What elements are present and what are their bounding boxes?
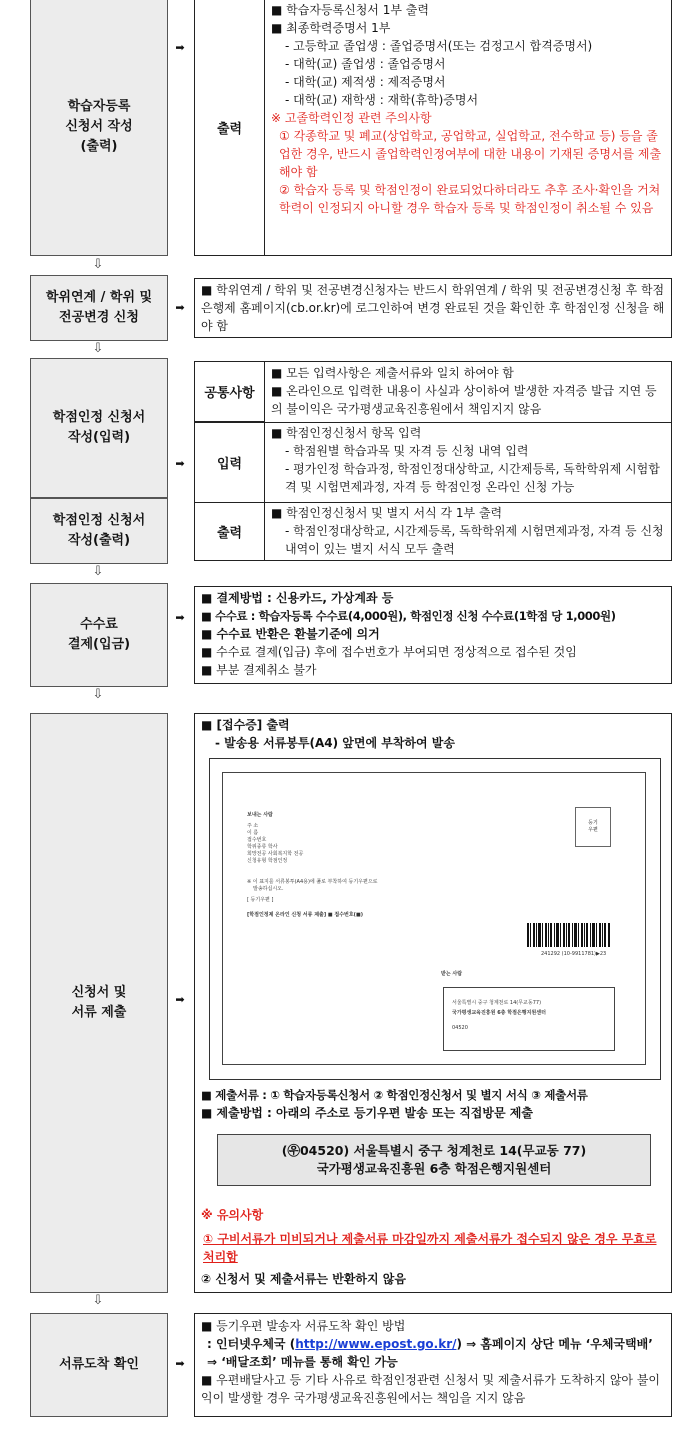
sec7-line2b: ) ⇒ 홈페이지 상단 메뉴 ‘우체국택배’ [456, 1337, 653, 1351]
envelope-note: [ 등기우편 ] [247, 897, 274, 903]
warning-title: ※ 유의사항 [201, 1208, 264, 1222]
sec5-line5: ■ 부분 결제취소 불가 [201, 663, 317, 677]
sec7-line4: ■ 우편배달사고 등 기타 사유로 학점인정관련 신청서 및 제출서류가 도착하지 않아 불이익이 발생할 경우 국가평생교육진흥원에서는 책임을 지지 않음 [201, 1373, 661, 1405]
down-arrow-icon: ⇩ [92, 1293, 104, 1308]
barcode-icon [527, 923, 611, 949]
down-arrow-icon: ⇩ [92, 564, 104, 579]
epost-link[interactable]: http://www.epost.go.kr/ [295, 1337, 457, 1351]
warning-2: ② 신청서 및 제출서류는 반환하지 않음 [201, 1272, 406, 1286]
address-line: 국가평생교육진흥원 6층 학점은행지원센터 [316, 1161, 552, 1176]
recipient-line: 04520 [452, 1025, 468, 1031]
sender-field: 접수번호 [247, 837, 267, 843]
right-arrow-icon: ➡ [175, 41, 185, 54]
sec1-caution-1: ① 각종학교 및 폐교(상업학교, 공업학교, 실업학교, 전수학교 등) 등을 졸업한 경우, 반드시 졸업학력인정여부에 대한 내용이 기재된 증명서를 제출해야 함 [279, 129, 662, 179]
sec3-input-3: - 평가인정 학습과정, 학점인정대상학교, 시간제등록, 독학학위제 시험합격 및 시험면제과정, 자격 등 학점인정 온라인 신청 가능 [285, 462, 660, 494]
recipient-line: 국가평생교육진흥원 6층 학점은행지원센터 [452, 1010, 546, 1016]
sec1-line3: - 고등학교 졸업생 : 졸업증명서(또는 검정고시 합격증명서) [285, 39, 593, 53]
sec3-box [194, 361, 672, 561]
address-box [217, 1134, 651, 1186]
sec3-common-2: ■ 온라인으로 입력한 내용이 사실과 상이하여 발생한 자격증 발급 지연 등의 불이익은 국가평생교육진흥원에서 책임지지 않음 [271, 384, 657, 416]
sec5-line2: ■ 수수료 : 학습자등록 수수료(4,000원), 학점인정 신청 수수료(1학점 당 1,000원) [201, 609, 616, 623]
sec6-submit-method: ■ 제출방법 : 아래의 주소로 등기우편 발송 또는 직접방문 제출 [201, 1106, 533, 1120]
sec3-print-1: ■ 학점인정신청서 및 별지 서식 각 1부 출력 [271, 506, 503, 520]
sender-field: 이 름 [247, 830, 259, 836]
sec3-input-label: 입력 [195, 423, 265, 502]
sec1-caution-2: ② 학습자 등록 및 학점인정이 완료되었다하더라도 추후 조사·확인을 거쳐 학력이 인정되지 아니할 경우 학습자 등록 및 학점인정이 취소될 수 있음 [279, 183, 661, 215]
sender-field: 희망전공 사회복지학 전공 [247, 851, 304, 857]
sec1-line2: ■ 최종학력증명서 1부 [271, 21, 391, 35]
right-arrow-icon: ➡ [175, 611, 185, 624]
right-arrow-icon: ➡ [175, 301, 185, 314]
sec1-label: 출력 [195, 0, 265, 255]
step-document-submission: 신청서 및 서류 제출 [30, 713, 168, 1293]
recipient-box [443, 987, 615, 1051]
sec6-line1: ■ [접수증] 출력 [201, 718, 290, 732]
sec5-line1: ■ 결제방법 : 신용카드, 가상계좌 등 [201, 591, 394, 605]
sec1-line4: - 대학(교) 졸업생 : 졸업증명서 [285, 57, 446, 71]
sec3-common-1: ■ 모든 입력사항은 제출서류와 일치 하여야 함 [271, 366, 514, 380]
barcode-number: 241292 (10-9911781)▶23 [541, 951, 607, 957]
step-degree-change: 학위연계 / 학위 및 전공변경 신청 [30, 275, 168, 341]
sec7-line2a: : 인터넷우체국 ( [207, 1337, 296, 1351]
envelope-outer [209, 758, 661, 1080]
sec1-box [194, 0, 672, 256]
sec5-line3: ■ 수수료 반환은 환불기준에 의거 [201, 627, 380, 641]
right-arrow-icon: ➡ [175, 1357, 185, 1370]
step-arrival-check: 서류도착 확인 [30, 1313, 168, 1417]
right-arrow-icon: ➡ [175, 457, 185, 470]
recipient-line: 서울특별시 중구 청계천로 14(무교동77) [452, 1000, 542, 1006]
down-arrow-icon: ⇩ [92, 687, 104, 702]
step-learner-registration: 학습자등록 신청서 작성 (출력) [30, 0, 168, 256]
down-arrow-icon: ⇩ [92, 257, 104, 272]
sender-field: 학위종류 학사 [247, 844, 278, 850]
sec6-box [194, 713, 672, 1293]
sec2-box [194, 278, 672, 338]
sec1-line1: ■ 학습자등록신청서 1부 출력 [271, 3, 429, 17]
address-line: (㉾04520) 서울특별시 중구 청계천로 14(무교동 77) [281, 1143, 587, 1158]
envelope-footer: [학점인정제 온라인 신청 서류 제출] ■ 접수번호(■) [247, 912, 363, 918]
sec7-line1: ■ 등기우편 발송자 서류도착 확인 방법 [201, 1319, 406, 1333]
sec7-line3: ⇒ ‘배달조회’ 메뉴를 통해 확인 가능 [207, 1355, 398, 1369]
envelope-inner [222, 772, 646, 1065]
right-arrow-icon: ➡ [175, 993, 185, 1006]
sec3-input-2: - 학점원별 학습과목 및 자격 등 신청 내역 입력 [285, 444, 529, 458]
sec3-print-label: 출력 [195, 503, 265, 560]
envelope-note: ※ 이 표지를 서류봉투(A4용)에 풀로 부착하여 등기우편으로 [247, 879, 378, 885]
sec3-input-1: ■ 학점인정신청서 항목 입력 [271, 426, 422, 440]
sec3-common-label: 공통사항 [195, 362, 265, 422]
sec1-line5: - 대학(교) 제적생 : 제적증명서 [285, 75, 446, 89]
sender-title: 보내는 사람 [247, 812, 273, 818]
sec7-box [194, 1313, 672, 1417]
sec6-line2: - 발송용 서류봉투(A4) 앞면에 부착하여 발송 [215, 736, 455, 750]
sec3-print-2: - 학점인정대상학교, 시간제등록, 독학학위제 시험면제과정, 자격 등 신청내역이 있는 별지 서식 모두 출력 [285, 524, 664, 556]
sec6-submit-docs: ■ 제출서류 : ① 학습자등록신청서 ② 학점인정신청서 및 별지 서식 ③ 제출서류 [201, 1088, 588, 1102]
sender-field: 신청유형 학점인정 [247, 858, 288, 864]
sec1-caution-title: ※ 고졸학력인정 관련 주의사항 [271, 111, 432, 125]
sender-field: 주 소 [247, 823, 259, 829]
step-credit-input: 학점인정 신청서 작성(입력) [30, 358, 168, 498]
sec1-line6: - 대학(교) 재학생 : 재학(휴학)증명서 [285, 93, 479, 107]
down-arrow-icon: ⇩ [92, 341, 104, 356]
sec5-box [194, 586, 672, 684]
warning-1: ① 구비서류가 미비되거나 제출서류 마감일까지 제출서류가 접수되지 않은 경우 무효로 처리함 [203, 1232, 657, 1264]
sec5-line4: ■ 수수료 결제(입금) 후에 접수번호가 부여되면 정상적으로 접수된 것임 [201, 645, 577, 659]
sec2-text: ■ 학위연계 / 학위 및 전공변경신청자는 반드시 학위연계 / 학위 및 전공변경신청 후 학점은행제 홈페이지(cb.or.kr)에 로그인하여 변경 완료된 것을 확인한 후 학점인정 신청을 해야 함 [201, 283, 665, 333]
envelope-note: 발송하십시오. [253, 886, 284, 892]
recipient-title: 받는 사람 [441, 971, 463, 977]
step-credit-print: 학점인정 신청서 작성(출력) [30, 498, 168, 564]
postage-stamp-box: 등기 우편 [575, 807, 611, 847]
step-fee-payment: 수수료 결제(입금) [30, 583, 168, 687]
